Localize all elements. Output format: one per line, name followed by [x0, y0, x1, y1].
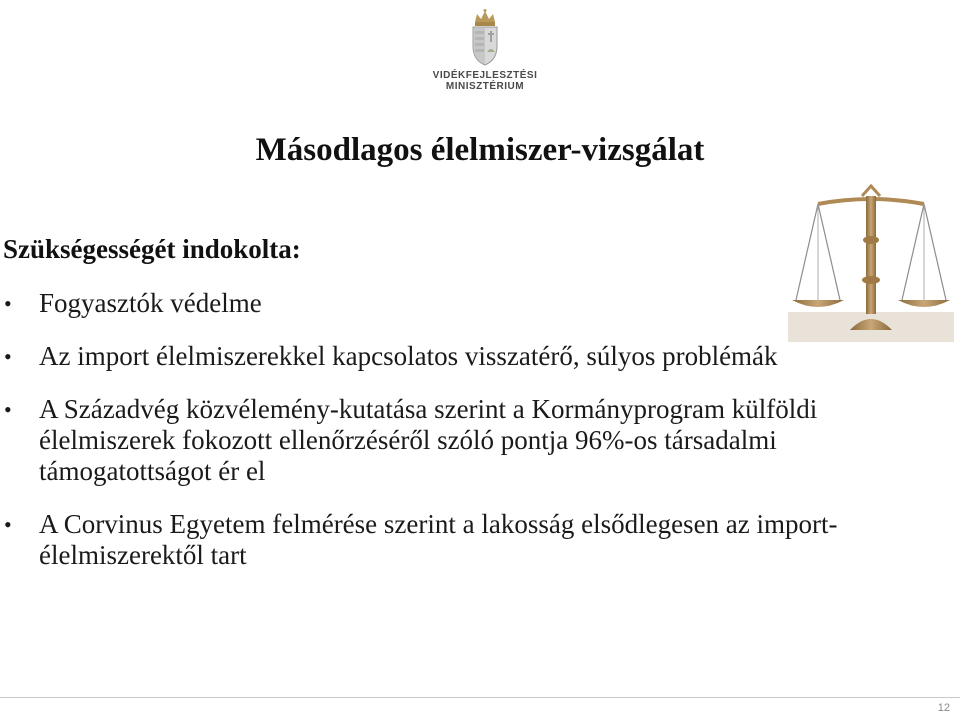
ministry-logo: [430, 8, 540, 98]
slide-subtitle: Szükségességét indokolta:: [3, 234, 301, 264]
list-item-text: A Századvég közvélemény-kutatása szerint a Kormányprogram külföldi élelmiszerek fokozott ellenőrzéséről szóló pontja 96%-os társadalmi támogatottságot ér el: [39, 394, 818, 486]
footer-divider: [0, 697, 960, 698]
list-item: [0, 341, 950, 372]
list-item-text: A Corvinus Egyetem felmérése szerint a lakosság elsődlegesen az import-élelmiszerektől tart: [39, 509, 838, 570]
bullet-icon: •: [4, 291, 12, 316]
ministry-name-line2: MINISZTÉRIUM: [445, 81, 525, 92]
page-number: 12: [937, 702, 950, 714]
list-item: [0, 509, 950, 571]
list-item: [0, 394, 950, 487]
slide-title: Másodlagos élelmiszer-vizsgálat: [255, 132, 705, 168]
bullet-icon: •: [4, 397, 12, 422]
ministry-name-line1: VIDÉKFEJLESZTÉSI: [432, 70, 538, 81]
list-item: [0, 288, 950, 319]
bullet-icon: •: [4, 512, 12, 537]
coat-of-arms-icon: [468, 8, 502, 66]
bullet-list: [0, 288, 950, 593]
bullet-icon: •: [4, 344, 12, 369]
list-item-text: Az import élelmiszerekkel kapcsolatos visszatérő, súlyos problémák: [39, 341, 778, 371]
list-item-text: Fogyasztók védelme: [39, 288, 262, 318]
